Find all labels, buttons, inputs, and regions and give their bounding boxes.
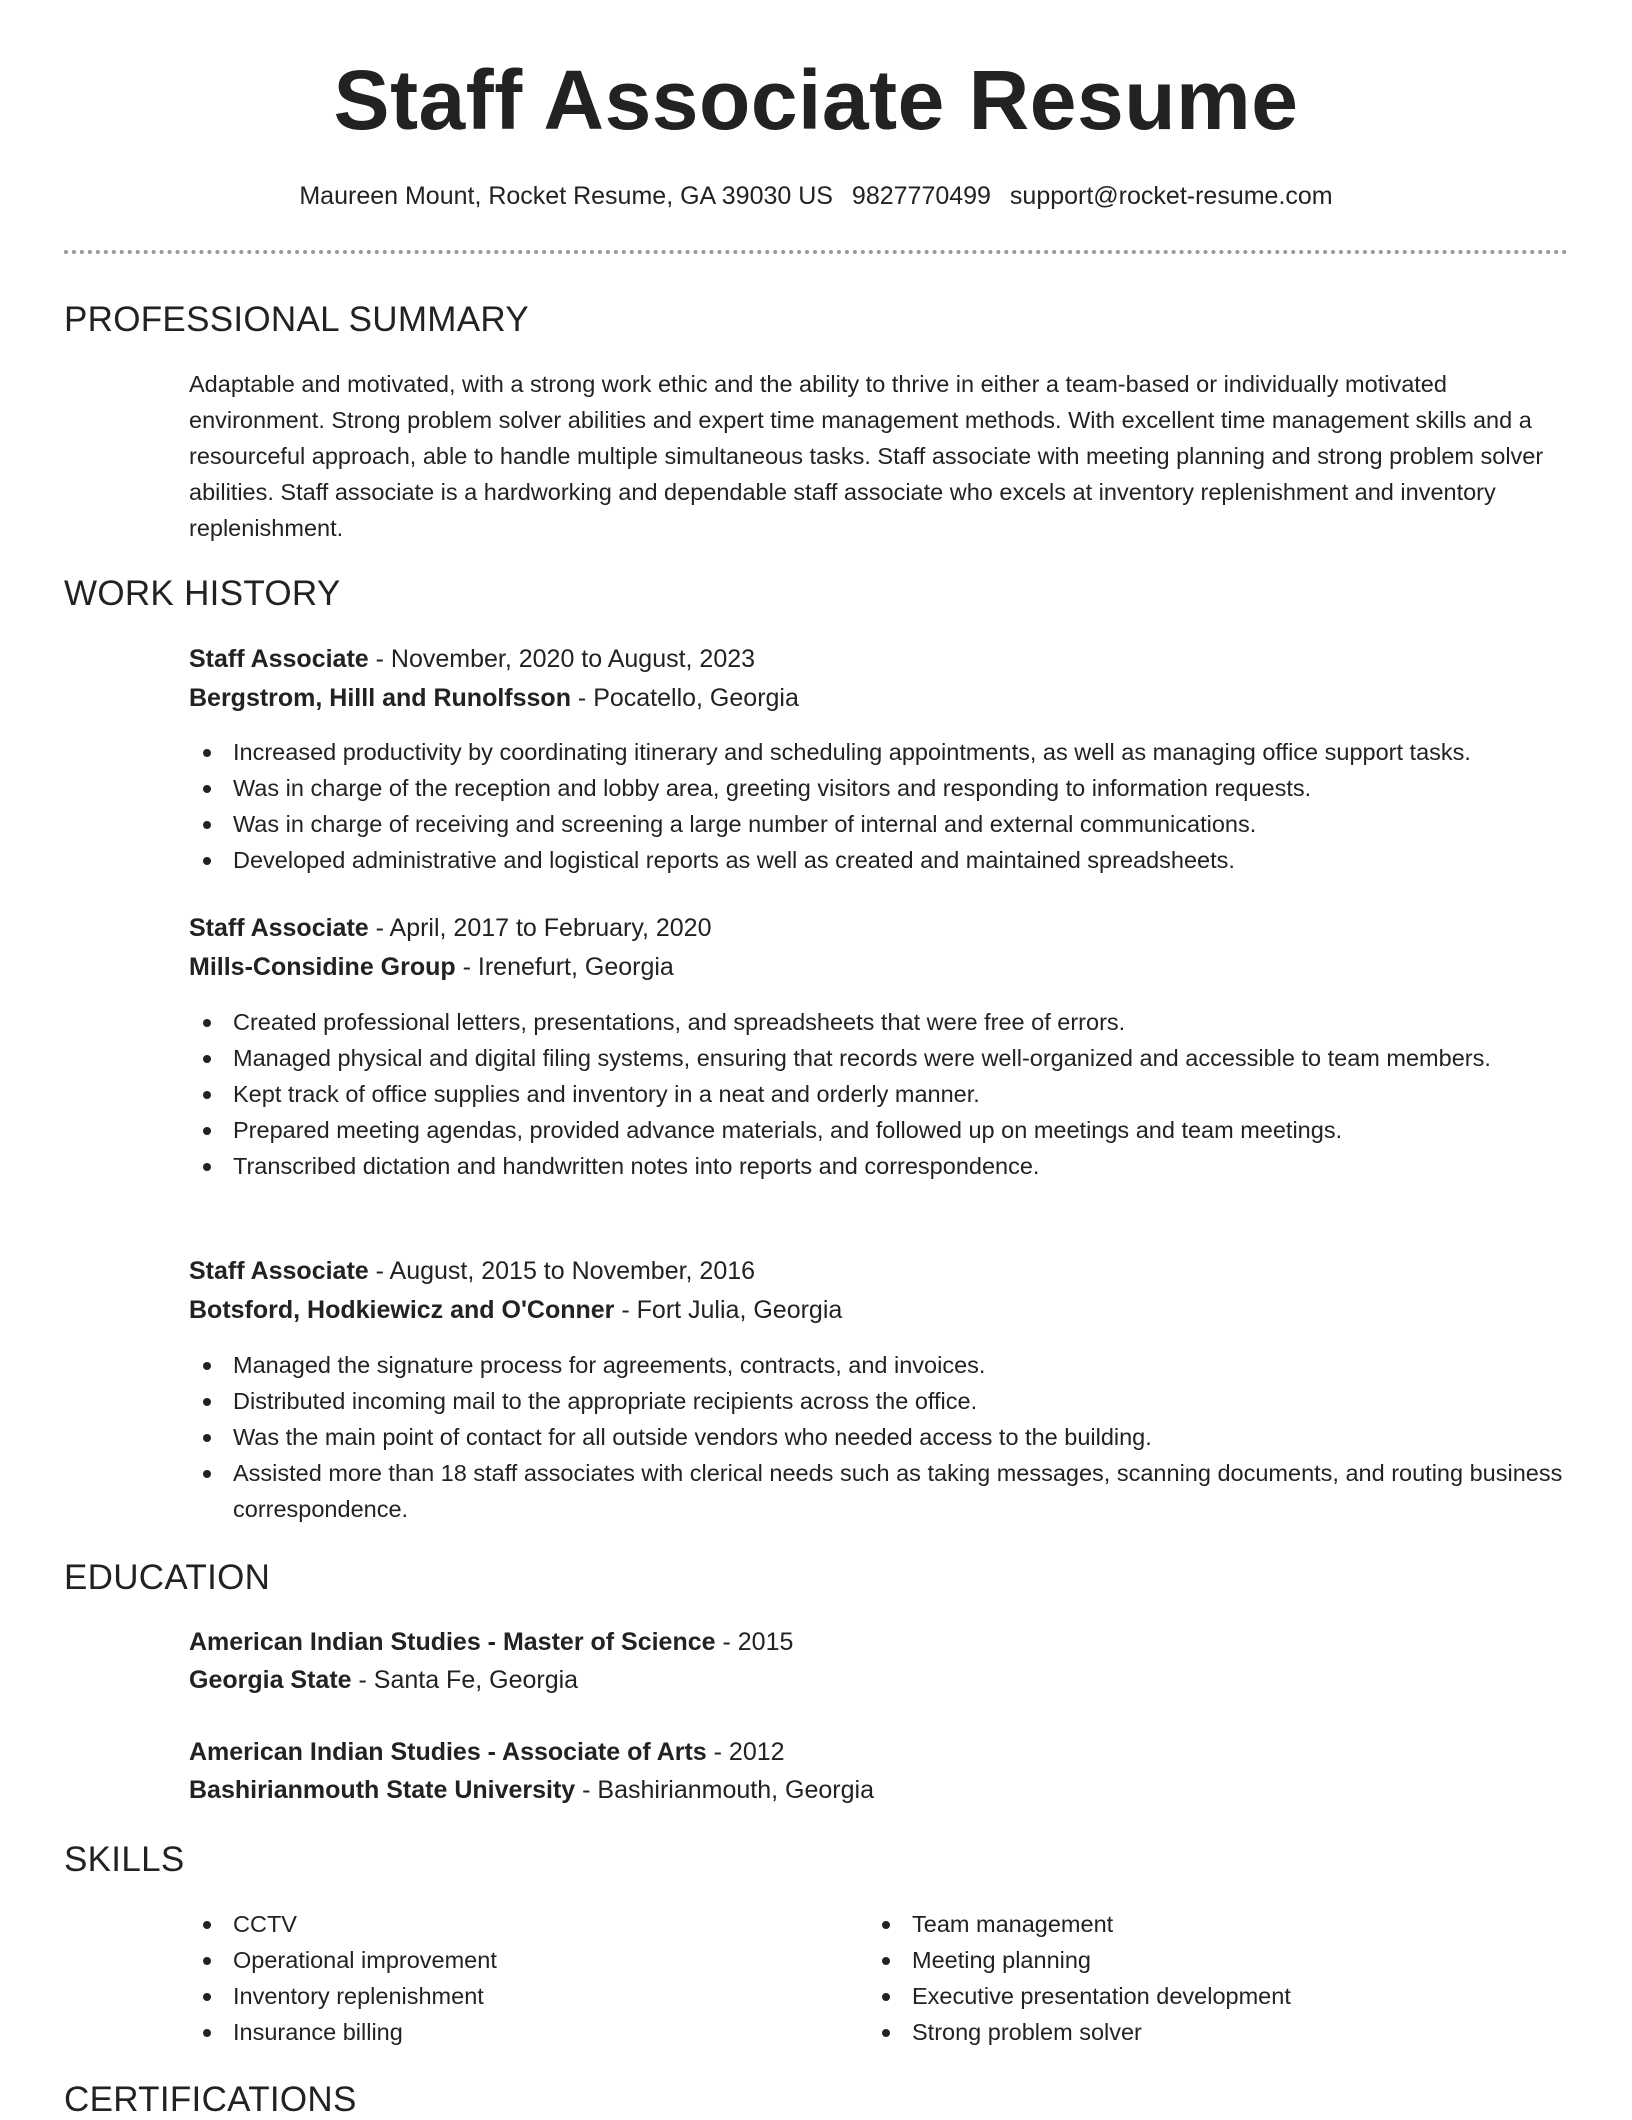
list-item: Transcribed dictation and handwritten notes into reports and correspondence. — [233, 1148, 1563, 1184]
job-title-line — [189, 914, 711, 943]
education-location: - Bashirianmouth, Georgia — [575, 1776, 874, 1804]
education-degree-line — [189, 1738, 785, 1767]
skill-item: Strong problem solver — [912, 2014, 1512, 2050]
list-item: Kept track of office supplies and inventory in a neat and orderly manner. — [233, 1076, 1563, 1112]
skill-item: Team management — [912, 1906, 1512, 1942]
education-school-line — [189, 1666, 578, 1695]
job-title: Staff Associate — [189, 914, 369, 942]
job-dates: - November, 2020 to August, 2023 — [368, 645, 756, 673]
job-title: Staff Associate — [189, 1257, 369, 1285]
job-title-line — [189, 1257, 755, 1286]
job-dates: - August, 2015 to November, 2016 — [368, 1257, 756, 1285]
skill-item: Executive presentation development — [912, 1978, 1512, 2014]
contact-email: support@rocket-resume.com — [1009, 182, 1333, 210]
skill-item: Insurance billing — [233, 2014, 833, 2050]
job-bullets — [189, 734, 1563, 878]
list-item: Increased productivity by coordinating itinerary and scheduling appointments, as well as managing office support tasks. — [233, 734, 1563, 770]
list-item: Was in charge of receiving and screening a large number of internal and external communications. — [233, 806, 1563, 842]
summary-text: Adaptable and motivated, with a strong work ethic and the ability to thrive in either a team-based or individually motivated environment. Strong problem solver abilities and expert time management methods. With excellent time management skills and a resourceful approach, able to handle multiple simultaneous tasks. Staff associate with meeting planning and strong problem solver abilities. Staff associate is a hardworking and dependable staff associate who excels at inventory replenishment and inventory replenishment. — [189, 371, 1544, 541]
list-item: Managed the signature process for agreements, contracts, and invoices. — [233, 1347, 1563, 1383]
job-company-line — [189, 1296, 842, 1325]
education-location: - Santa Fe, Georgia — [351, 1666, 579, 1694]
section-heading-work-history: WORK HISTORY — [64, 574, 341, 613]
list-item: Prepared meeting agendas, provided advance materials, and followed up on meetings and team meetings. — [233, 1112, 1563, 1148]
job-location: - Fort Julia, Georgia — [614, 1296, 843, 1324]
education-degree-line — [189, 1628, 793, 1657]
skills-list-right — [868, 1906, 1512, 2050]
list-item: Was in charge of the reception and lobby area, greeting visitors and responding to information requests. — [233, 770, 1563, 806]
job-company: Bergstrom, Hilll and Runolfsson — [189, 684, 571, 712]
job-company: Mills-Considine Group — [189, 953, 456, 981]
skill-item: CCTV — [233, 1906, 833, 1942]
job-bullets — [189, 1347, 1563, 1527]
section-heading-skills: SKILLS — [64, 1840, 185, 1879]
job-company-line — [189, 684, 799, 713]
section-heading-certifications: CERTIFICATIONS — [64, 2080, 357, 2119]
job-bullets — [189, 1004, 1563, 1184]
job-title-line — [189, 645, 755, 674]
resume-title: Staff Associate Resume — [333, 53, 1299, 147]
education-year: - 2015 — [715, 1628, 794, 1656]
education-degree: American Indian Studies - Associate of Arts — [189, 1738, 707, 1766]
skill-item: Operational improvement — [233, 1942, 833, 1978]
section-heading-summary: PROFESSIONAL SUMMARY — [64, 300, 529, 339]
job-company-line — [189, 953, 674, 982]
list-item: Developed administrative and logistical reports as well as created and maintained spreadsheets. — [233, 842, 1563, 878]
job-company: Botsford, Hodkiewicz and O'Conner — [189, 1296, 615, 1324]
job-dates: - April, 2017 to February, 2020 — [368, 914, 712, 942]
contact-phone: 9827770499 — [851, 182, 991, 210]
education-school: Georgia State — [189, 1666, 352, 1694]
education-school-line — [189, 1776, 874, 1805]
education-year: - 2012 — [706, 1738, 785, 1766]
contact-address: Maureen Mount, Rocket Resume, GA 39030 US — [299, 182, 833, 210]
job-title: Staff Associate — [189, 645, 369, 673]
skill-item: Meeting planning — [912, 1942, 1512, 1978]
list-item: Created professional letters, presentations, and spreadsheets that were free of errors. — [233, 1004, 1563, 1040]
list-item: Assisted more than 18 staff associates with clerical needs such as taking messages, scanning documents, and routing business correspondence. — [233, 1455, 1563, 1527]
header-divider — [64, 250, 1568, 254]
job-location: - Pocatello, Georgia — [570, 684, 799, 712]
list-item: Was the main point of contact for all outside vendors who needed access to the building. — [233, 1419, 1563, 1455]
job-location: - Irenefurt, Georgia — [455, 953, 674, 981]
education-school: Bashirianmouth State University — [189, 1776, 576, 1804]
skill-item: Inventory replenishment — [233, 1978, 833, 2014]
skills-list-left — [189, 1906, 833, 2050]
list-item: Managed physical and digital filing systems, ensuring that records were well-organized and accessible to team members. — [233, 1040, 1563, 1076]
section-heading-education: EDUCATION — [64, 1558, 271, 1597]
contact-line — [0, 182, 1632, 211]
list-item: Distributed incoming mail to the appropriate recipients across the office. — [233, 1383, 1563, 1419]
education-degree: American Indian Studies - Master of Science — [189, 1628, 716, 1656]
